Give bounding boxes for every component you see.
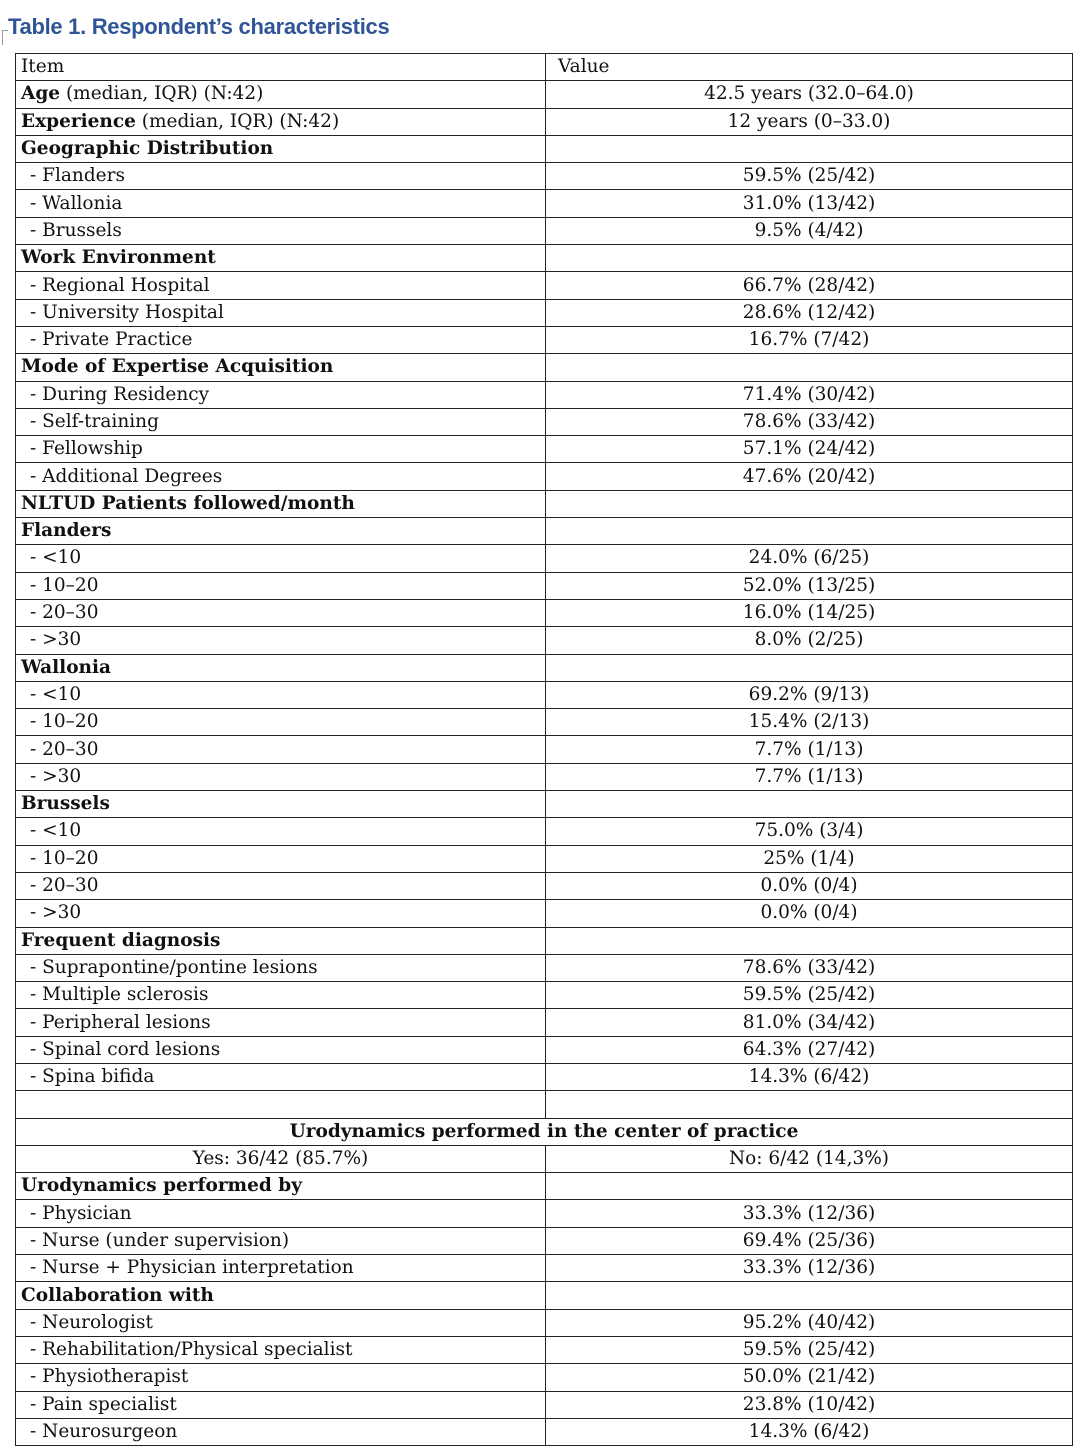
- item-label-bold: Age: [21, 83, 61, 105]
- table-row: [16, 1309, 1073, 1336]
- table-row: [16, 354, 1073, 381]
- table-row: [16, 1418, 1073, 1445]
- sub-item-cell: - Flanders: [16, 163, 546, 190]
- table-row: [16, 627, 1073, 654]
- sub-item-cell: - Neurologist: [16, 1309, 546, 1336]
- table-row: [16, 1091, 1073, 1118]
- table-row: [16, 518, 1073, 545]
- value-cell: 7.7% (1/13): [546, 763, 1073, 790]
- section-heading-cell: Frequent diagnosis: [16, 927, 546, 954]
- sub-item-cell: - Regional Hospital: [16, 272, 546, 299]
- value-cell: 12 years (0–33.0): [546, 108, 1073, 135]
- value-cell: 81.0% (34/42): [546, 1009, 1073, 1036]
- sub-item-cell: - Additional Degrees: [16, 463, 546, 490]
- sub-item-cell: - During Residency: [16, 381, 546, 408]
- value-cell: 95.2% (40/42): [546, 1309, 1073, 1336]
- table-row: [16, 1255, 1073, 1282]
- section-heading-cell: Work Environment: [16, 245, 546, 272]
- value-cell: 42.5 years (32.0–64.0): [546, 81, 1073, 108]
- table-row: [16, 763, 1073, 790]
- table-row: [16, 299, 1073, 326]
- value-cell: 66.7% (28/42): [546, 272, 1073, 299]
- sub-item-cell: - Neurosurgeon: [16, 1418, 546, 1445]
- table-row: [16, 163, 1073, 190]
- sub-item-cell: - <10: [16, 545, 546, 572]
- table-row: [16, 108, 1073, 135]
- table-row: [16, 709, 1073, 736]
- value-cell: 7.7% (1/13): [546, 736, 1073, 763]
- table-row: [16, 572, 1073, 599]
- value-cell: 57.1% (24/42): [546, 436, 1073, 463]
- sub-item-cell: - <10: [16, 818, 546, 845]
- value-cell: 78.6% (33/42): [546, 954, 1073, 981]
- sub-item-cell: - Nurse (under supervision): [16, 1227, 546, 1254]
- sub-item-cell: - >30: [16, 763, 546, 790]
- item-label-detail: (median, IQR) (N:42): [135, 110, 340, 132]
- sub-item-cell: - Pain specialist: [16, 1391, 546, 1418]
- header-item: Item: [16, 54, 546, 81]
- value-cell: [546, 927, 1073, 954]
- item-label-bold: Experience: [21, 110, 136, 132]
- sub-item-cell: - 20–30: [16, 736, 546, 763]
- table-row: [16, 1364, 1073, 1391]
- value-cell: 14.3% (6/42): [546, 1418, 1073, 1445]
- table-row: [16, 217, 1073, 244]
- value-cell: [546, 518, 1073, 545]
- section-heading-cell: Collaboration with: [16, 1282, 546, 1309]
- value-cell: 8.0% (2/25): [546, 627, 1073, 654]
- table-row: [16, 81, 1073, 108]
- sub-item-cell: - Wallonia: [16, 190, 546, 217]
- sub-item-cell: - Rehabilitation/Physical specialist: [16, 1336, 546, 1363]
- sub-item-cell: - Spinal cord lesions: [16, 1036, 546, 1063]
- sub-item-cell: - Spina bifida: [16, 1063, 546, 1090]
- value-cell: 59.5% (25/42): [546, 1336, 1073, 1363]
- table-row: [16, 135, 1073, 162]
- table-row: [16, 1391, 1073, 1418]
- table-row: [16, 381, 1073, 408]
- value-cell: 0.0% (0/4): [546, 872, 1073, 899]
- table-row: [16, 545, 1073, 572]
- sub-item-cell: - Fellowship: [16, 436, 546, 463]
- sub-item-cell: - Suprapontine/pontine lesions: [16, 954, 546, 981]
- value-cell: 16.7% (7/42): [546, 326, 1073, 353]
- table-header-row: [16, 54, 1073, 81]
- sub-item-cell: - Nurse + Physician interpretation: [16, 1255, 546, 1282]
- table-row: [16, 463, 1073, 490]
- value-cell: 59.5% (25/42): [546, 163, 1073, 190]
- value-cell: 23.8% (10/42): [546, 1391, 1073, 1418]
- table-row: [16, 872, 1073, 899]
- table-row: [16, 1227, 1073, 1254]
- no-count-cell: No: 6/42 (14,3%): [546, 1145, 1073, 1172]
- table-row: [16, 436, 1073, 463]
- value-cell: 69.4% (25/36): [546, 1227, 1073, 1254]
- table-row: [16, 490, 1073, 517]
- section-heading-cell: Flanders: [16, 518, 546, 545]
- value-cell: [546, 1282, 1073, 1309]
- table-row: [16, 900, 1073, 927]
- table-row: [16, 1118, 1073, 1145]
- value-cell: [546, 654, 1073, 681]
- sub-item-cell: - Brussels: [16, 217, 546, 244]
- item-cell: [16, 108, 546, 135]
- value-cell: 0.0% (0/4): [546, 900, 1073, 927]
- table-row: [16, 927, 1073, 954]
- section-span-heading: Urodynamics performed in the center of practice: [16, 1118, 1073, 1145]
- value-cell: 64.3% (27/42): [546, 1036, 1073, 1063]
- sub-item-cell: - 20–30: [16, 599, 546, 626]
- value-cell: 50.0% (21/42): [546, 1364, 1073, 1391]
- table-row: [16, 1009, 1073, 1036]
- value-cell: 75.0% (3/4): [546, 818, 1073, 845]
- table-row: [16, 1200, 1073, 1227]
- value-cell: 14.3% (6/42): [546, 1063, 1073, 1090]
- sub-item-cell: - Physician: [16, 1200, 546, 1227]
- table-row: [16, 1336, 1073, 1363]
- table-row: [16, 599, 1073, 626]
- sub-item-cell: - <10: [16, 681, 546, 708]
- section-heading-cell: Geographic Distribution: [16, 135, 546, 162]
- value-cell: 33.3% (12/36): [546, 1200, 1073, 1227]
- table-row: [16, 954, 1073, 981]
- value-cell: 78.6% (33/42): [546, 408, 1073, 435]
- item-cell: [16, 81, 546, 108]
- header-value: Value: [546, 54, 1073, 81]
- value-cell: 16.0% (14/25): [546, 599, 1073, 626]
- table-row: [16, 1173, 1073, 1200]
- table-row: [16, 845, 1073, 872]
- sub-item-cell: - University Hospital: [16, 299, 546, 326]
- table-row: [16, 1063, 1073, 1090]
- item-label-detail: (median, IQR) (N:42): [60, 83, 264, 105]
- value-cell: 33.3% (12/36): [546, 1255, 1073, 1282]
- sub-item-cell: - Physiotherapist: [16, 1364, 546, 1391]
- value-cell: 25% (1/4): [546, 845, 1073, 872]
- value-cell: 9.5% (4/42): [546, 217, 1073, 244]
- sub-item-cell: - >30: [16, 900, 546, 927]
- sub-item-cell: - Private Practice: [16, 326, 546, 353]
- section-heading-cell: Brussels: [16, 791, 546, 818]
- sub-item-cell: - Peripheral lesions: [16, 1009, 546, 1036]
- table-row: [16, 272, 1073, 299]
- value-cell: [546, 245, 1073, 272]
- value-cell: 47.6% (20/42): [546, 463, 1073, 490]
- section-heading-cell: Urodynamics performed by: [16, 1173, 546, 1200]
- value-cell: 69.2% (9/13): [546, 681, 1073, 708]
- table-row: [16, 408, 1073, 435]
- sub-item-cell: - 10–20: [16, 709, 546, 736]
- table-caption: Table 1. Respondent’s characteristics: [8, 14, 390, 39]
- value-cell: 28.6% (12/42): [546, 299, 1073, 326]
- value-cell: 59.5% (25/42): [546, 982, 1073, 1009]
- value-cell: [546, 354, 1073, 381]
- yes-count-cell: Yes: 36/42 (85.7%): [16, 1145, 546, 1172]
- section-heading-cell: NLTUD Patients followed/month: [16, 490, 546, 517]
- section-heading-cell: Mode of Expertise Acquisition: [16, 354, 546, 381]
- value-cell: [546, 490, 1073, 517]
- table-row: [16, 982, 1073, 1009]
- blank-cell: [16, 1091, 546, 1118]
- value-cell: 71.4% (30/42): [546, 381, 1073, 408]
- sub-item-cell: - >30: [16, 627, 546, 654]
- value-cell: [546, 791, 1073, 818]
- sub-item-cell: - 10–20: [16, 572, 546, 599]
- sub-item-cell: - 10–20: [16, 845, 546, 872]
- section-heading-cell: Wallonia: [16, 654, 546, 681]
- value-cell: 24.0% (6/25): [546, 545, 1073, 572]
- value-cell: 31.0% (13/42): [546, 190, 1073, 217]
- sub-item-cell: - Self-training: [16, 408, 546, 435]
- value-cell: 15.4% (2/13): [546, 709, 1073, 736]
- value-cell: 52.0% (13/25): [546, 572, 1073, 599]
- table-row: [16, 791, 1073, 818]
- table-row: [16, 1145, 1073, 1172]
- value-cell: [546, 135, 1073, 162]
- characteristics-table: [15, 53, 1073, 1446]
- value-cell: [546, 1173, 1073, 1200]
- table-row: [16, 818, 1073, 845]
- table-row: [16, 326, 1073, 353]
- table-row: [16, 681, 1073, 708]
- table-row: [16, 654, 1073, 681]
- table-row: [16, 1282, 1073, 1309]
- table-row: [16, 1036, 1073, 1063]
- sub-item-cell: - Multiple sclerosis: [16, 982, 546, 1009]
- table-row: [16, 736, 1073, 763]
- sub-item-cell: - 20–30: [16, 872, 546, 899]
- blank-cell: [546, 1091, 1073, 1118]
- table-row: [16, 190, 1073, 217]
- table-row: [16, 245, 1073, 272]
